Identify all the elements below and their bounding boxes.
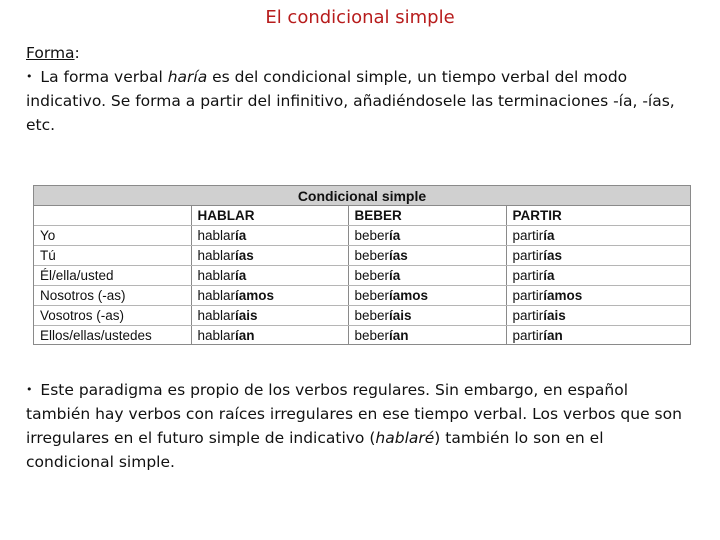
- verb-stem: hablar: [197, 248, 236, 263]
- verb-ending: ía: [389, 268, 401, 283]
- page-title: El condicional simple: [265, 7, 455, 28]
- verb-stem: beber: [354, 328, 390, 343]
- verb-ending: ía: [543, 228, 555, 243]
- conjugation-cell: [191, 326, 348, 346]
- conjugation-cell: [506, 286, 690, 306]
- verb-stem: partir: [512, 228, 544, 243]
- conjugation-cell: [506, 266, 690, 286]
- table-row: [34, 326, 690, 346]
- verb-stem: partir: [512, 268, 544, 283]
- header-cell: BEBER: [348, 206, 506, 226]
- verb-stem: beber: [354, 228, 390, 243]
- conjugation-cell: [348, 326, 506, 346]
- header-cell: [34, 206, 191, 226]
- verb-ending: ías: [543, 248, 563, 263]
- paradigm-paragraph: [26, 378, 696, 474]
- verb-stem: hablar: [197, 288, 236, 303]
- conjugation-cell: [191, 306, 348, 326]
- conjugation-cell: [191, 266, 348, 286]
- verb-stem: hablar: [197, 328, 236, 343]
- person-cell: Tú: [34, 246, 191, 266]
- table-row: [34, 266, 690, 286]
- forma-paragraph: [26, 41, 696, 137]
- verb-ending: íamos: [389, 288, 429, 303]
- conjugation-cell: [506, 306, 690, 326]
- header-cell: PARTIR: [506, 206, 690, 226]
- verb-stem: partir: [512, 328, 544, 343]
- forma-colon: :: [74, 44, 80, 62]
- verb-stem: beber: [354, 248, 390, 263]
- verb-ending: ía: [235, 268, 247, 283]
- conjugation-cell: [191, 226, 348, 246]
- conjugation-cell: [348, 306, 506, 326]
- verb-ending: ía: [543, 268, 555, 283]
- table-caption: Condicional simple: [34, 186, 690, 206]
- person-cell: Vosotros (-as): [34, 306, 191, 326]
- paradigm-text-2: ) también lo son en el condicional simple.: [26, 429, 604, 471]
- verb-stem: hablar: [197, 268, 236, 283]
- conjugation-cell: [506, 226, 690, 246]
- verb-stem: partir: [512, 288, 544, 303]
- verb-stem: hablar: [197, 228, 236, 243]
- conjugation-cell: [506, 246, 690, 266]
- verb-stem: beber: [354, 268, 390, 283]
- conjugation-cell: [191, 286, 348, 306]
- forma-text-1: La forma verbal: [35, 68, 168, 86]
- verb-ending: íais: [543, 308, 566, 323]
- verb-ending: ías: [389, 248, 408, 263]
- verb-stem: hablar: [197, 308, 236, 323]
- forma-example: haría: [167, 68, 208, 86]
- verb-ending: ía: [389, 228, 401, 243]
- conjugation-cell: [191, 246, 348, 266]
- verb-stem: beber: [354, 288, 390, 303]
- conjugation-cell: [348, 286, 506, 306]
- table-row: [34, 286, 690, 306]
- verb-ending: íamos: [543, 288, 583, 303]
- bullet-icon: •: [26, 70, 33, 83]
- paradigm-example: hablaré: [375, 429, 435, 447]
- verb-ending: ía: [235, 228, 247, 243]
- person-cell: Nosotros (-as): [34, 286, 191, 306]
- bullet-icon: •: [26, 383, 33, 396]
- verb-stem: partir: [512, 308, 544, 323]
- forma-text-2: es del condicional simple, un tiempo verbal del modo indicativo. Se forma a partir del infinitivo, añadiéndosele las terminaciones -ía, -ías, etc.: [26, 68, 675, 134]
- table-row: [34, 226, 690, 246]
- person-cell: Él/ella/usted: [34, 266, 191, 286]
- person-cell: Yo: [34, 226, 191, 246]
- verb-ending: ían: [389, 328, 409, 343]
- header-cell: HABLAR: [191, 206, 348, 226]
- table-row: [34, 306, 690, 326]
- conjugation-cell: [348, 266, 506, 286]
- table-header-row: [34, 206, 690, 226]
- table-row: [34, 246, 690, 266]
- verb-ending: ían: [543, 328, 563, 343]
- verb-stem: beber: [354, 308, 390, 323]
- conjugation-cell: [506, 326, 690, 346]
- verb-ending: íais: [235, 308, 258, 323]
- paradigm-text-1: Este paradigma es propio de los verbos regulares. Sin embargo, en español también hay verbos con raíces irregulares en ese tiempo verbal. Los verbos que son irregulares en el futuro simple de indicativo (: [26, 381, 682, 447]
- verb-ending: íamos: [235, 288, 275, 303]
- verb-ending: íais: [389, 308, 412, 323]
- forma-label: Forma: [26, 44, 75, 62]
- verb-ending: ían: [235, 328, 255, 343]
- conjugation-cell: [348, 246, 506, 266]
- person-cell: Ellos/ellas/ustedes: [34, 326, 191, 346]
- verb-stem: partir: [512, 248, 544, 263]
- conjugation-cell: [348, 226, 506, 246]
- conjugation-table: [33, 185, 691, 345]
- verb-ending: ías: [235, 248, 254, 263]
